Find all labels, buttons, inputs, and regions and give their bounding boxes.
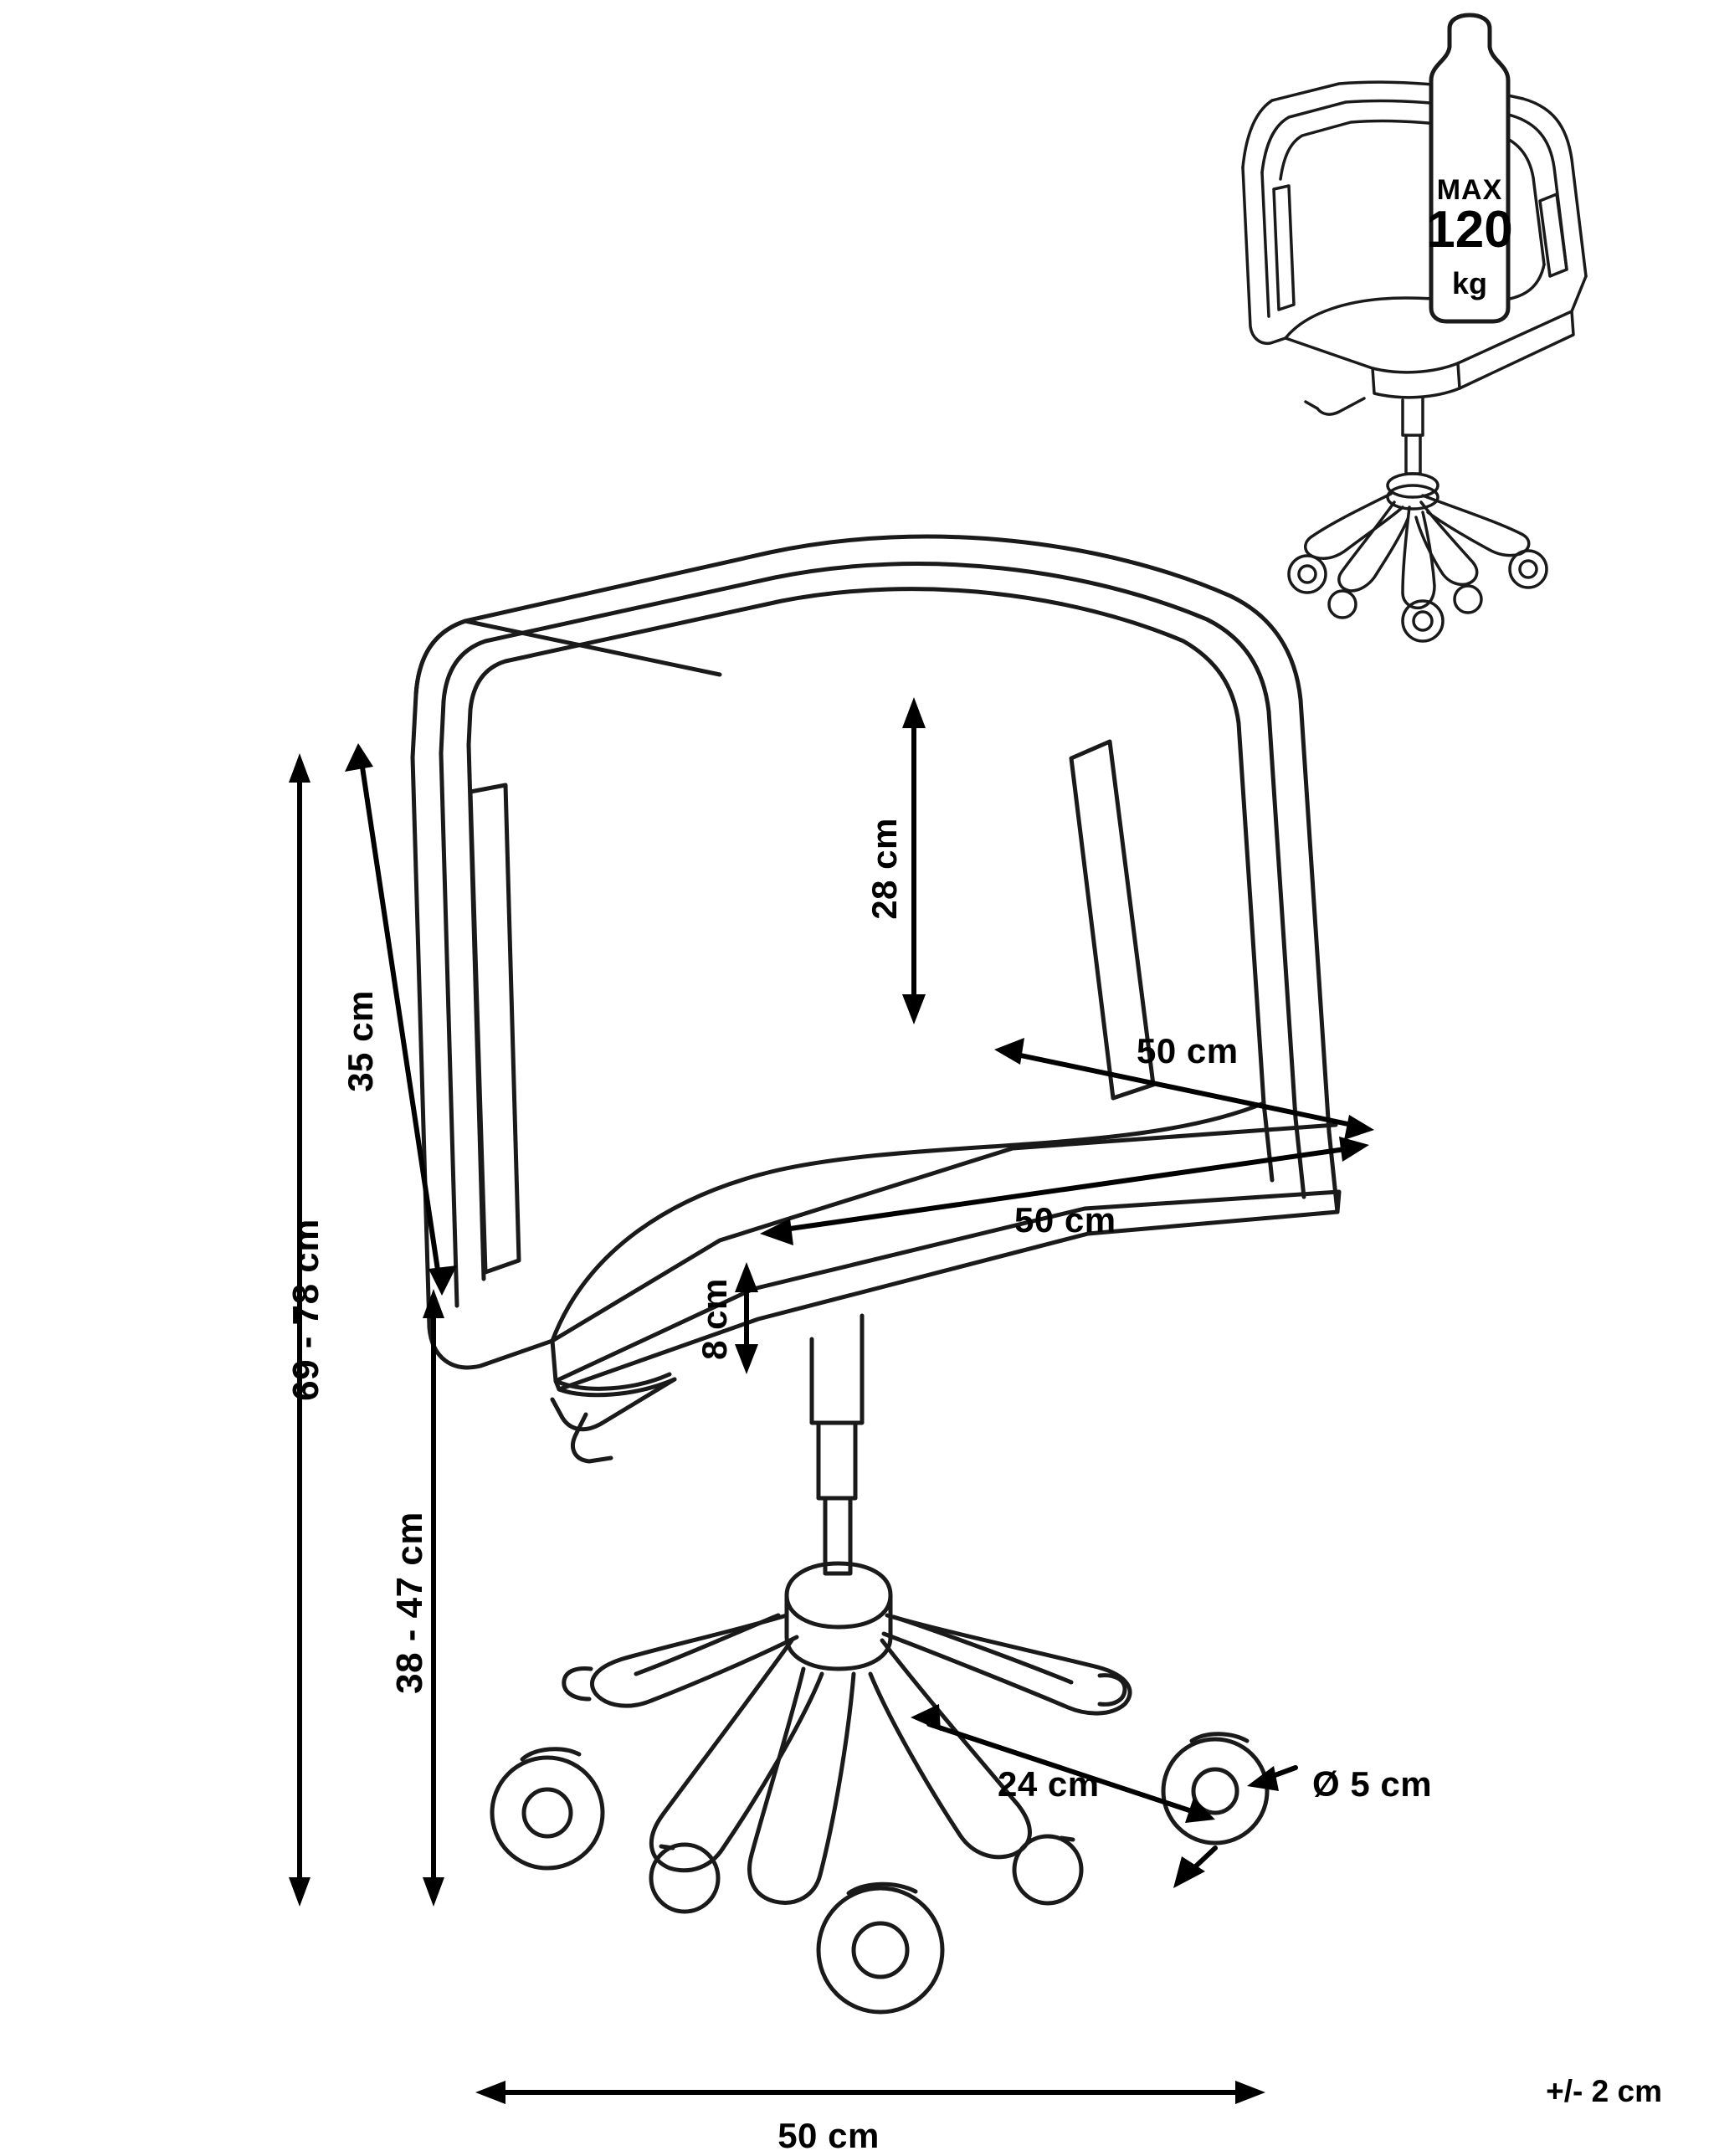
main-chair: [413, 536, 1339, 2012]
dim-castor-diameter-label: Ø 5 cm: [1312, 1764, 1433, 1804]
dim-seat-height-label: 38 - 47 cm: [389, 1512, 430, 1694]
dim-base-radius-label: 24 cm: [998, 1764, 1100, 1804]
dim-backrest-above-seat-label: 28 cm: [865, 818, 904, 920]
dim-base-width-label: 50 cm: [777, 2116, 880, 2155]
dimension-arrows: [289, 697, 1374, 2104]
dim-total-height-label: 69 - 78 cm: [285, 1219, 326, 1401]
dim-seat-thickness-label: 8 cm: [695, 1278, 734, 1360]
tolerance-note: +/- 2 cm: [1546, 2074, 1662, 2108]
dim-seat-depth-label: 50 cm: [1014, 1200, 1116, 1240]
max-load-word: MAX: [1436, 174, 1503, 206]
max-load-unit: kg: [1451, 266, 1487, 300]
dim-seat-width-label: 50 cm: [1137, 1031, 1239, 1070]
dim-backrest-height-label: 35 cm: [341, 990, 380, 1092]
max-load-value: 120: [1426, 201, 1513, 259]
thumbnail-chair: [1243, 82, 1586, 641]
